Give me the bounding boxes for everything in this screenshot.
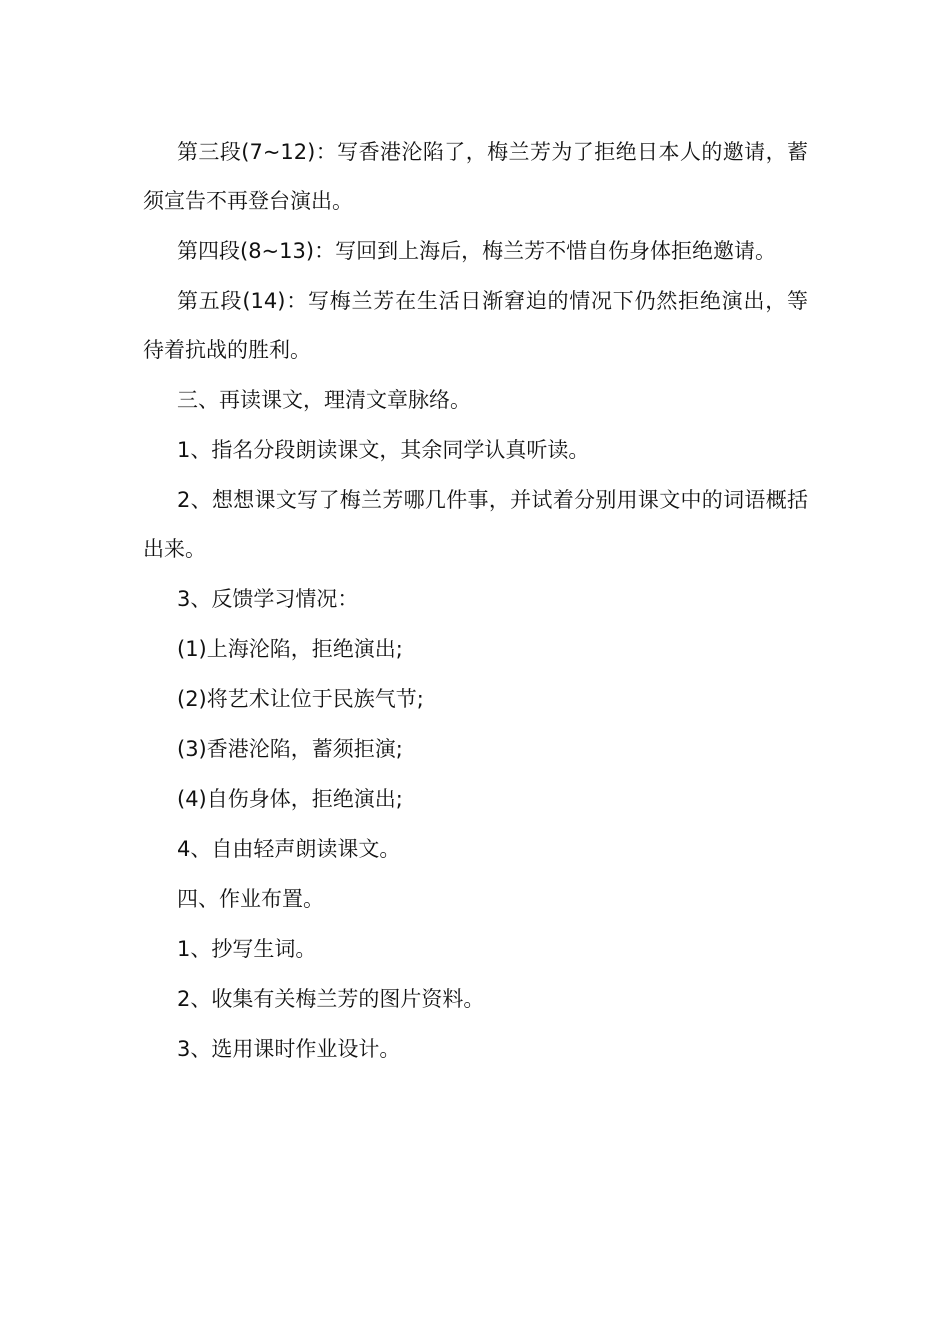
paragraph-section-four-summary: 第四段(8~13)：写回到上海后，梅兰芳不惜自伤身体拒绝邀请。: [177, 239, 777, 263]
list-item-summarize-events: 2、想想课文写了梅兰芳哪几件事，并试着分别用课文中的词语概括出来。: [143, 488, 808, 561]
homework-item-1: 1、抄写生词。: [177, 937, 317, 961]
heading-reread-text: 三、再读课文，理清文章脉络。: [177, 388, 471, 412]
sub-item-3: (3)香港沦陷，蓄须拒演;: [177, 737, 403, 761]
sub-item-4: (4)自伤身体，拒绝演出;: [177, 787, 403, 811]
heading-homework: 四、作业布置。: [177, 887, 324, 911]
list-item-read-softly: 4、自由轻声朗读课文。: [177, 837, 401, 861]
document-body: [143, 128, 808, 1075]
paragraph-section-three-summary: 第三段(7~12)：写香港沦陷了，梅兰芳为了拒绝日本人的邀请，蓄须宣告不再登台演出。: [143, 140, 808, 213]
sub-item-1: (1)上海沦陷，拒绝演出;: [177, 637, 403, 661]
paragraph-section-five-summary: 第五段(14)：写梅兰芳在生活日渐窘迫的情况下仍然拒绝演出，等待着抗战的胜利。: [143, 289, 808, 362]
list-item-feedback: 3、反馈学习情况：: [177, 587, 359, 611]
list-item-read-aloud: 1、指名分段朗读课文，其余同学认真听读。: [177, 438, 590, 462]
sub-item-2: (2)将艺术让位于民族气节;: [177, 687, 424, 711]
homework-item-2: 2、收集有关梅兰芳的图片资料。: [177, 987, 485, 1011]
homework-item-3: 3、选用课时作业设计。: [177, 1037, 401, 1061]
